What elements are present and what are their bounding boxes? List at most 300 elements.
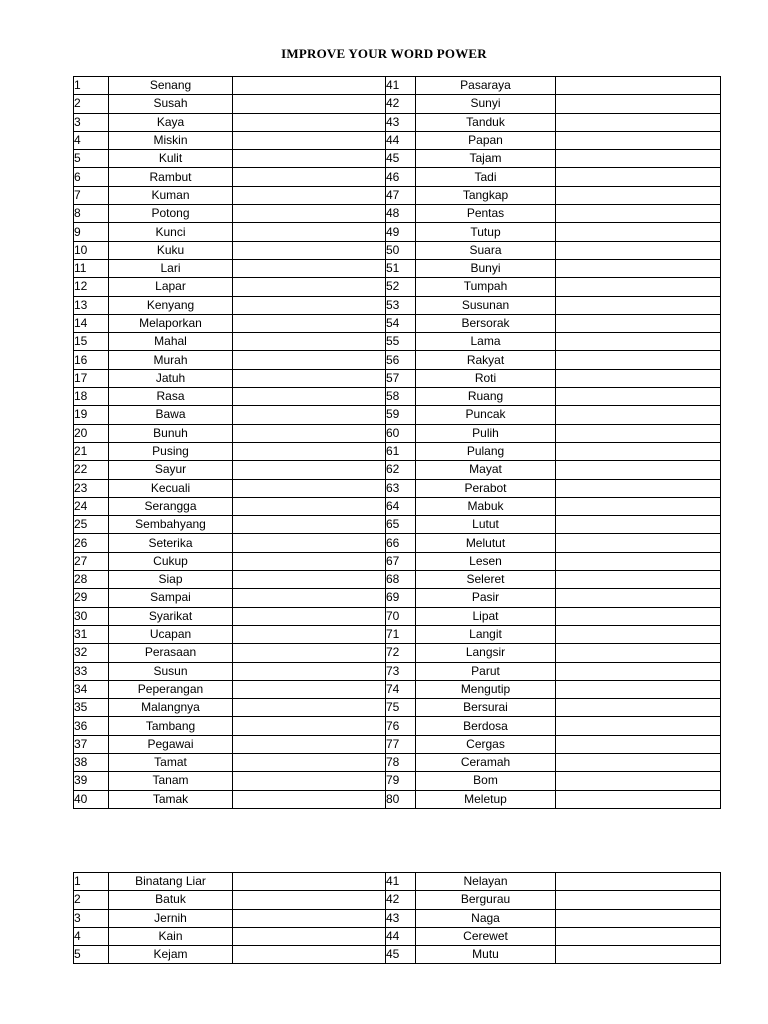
answer-cell [233, 406, 386, 424]
word-cell: Malangnya [109, 699, 233, 717]
word-cell: Batuk [109, 891, 233, 909]
word-cell: Binatang Liar [109, 873, 233, 891]
table-row [74, 77, 721, 95]
answer-cell [556, 644, 721, 662]
word-cell: Ruang [416, 388, 556, 406]
word-cell: Sembahyang [109, 516, 233, 534]
row-number: 13 [74, 296, 109, 314]
row-number: 36 [74, 717, 109, 735]
row-number: 59 [386, 406, 416, 424]
word-cell: Pulih [416, 424, 556, 442]
table-row [74, 406, 721, 424]
answer-cell [233, 644, 386, 662]
answer-cell [233, 388, 386, 406]
word-cell: Pasir [416, 589, 556, 607]
table-row [74, 186, 721, 204]
answer-cell [556, 406, 721, 424]
word-cell: Melutut [416, 534, 556, 552]
word-cell: Lutut [416, 516, 556, 534]
answer-cell [556, 790, 721, 808]
answer-cell [233, 571, 386, 589]
row-number: 67 [386, 552, 416, 570]
answer-cell [556, 607, 721, 625]
word-cell: Tanam [109, 772, 233, 790]
table-row [74, 873, 721, 891]
word-cell: Puncak [416, 406, 556, 424]
row-number: 20 [74, 424, 109, 442]
word-cell: Susunan [416, 296, 556, 314]
row-number: 17 [74, 369, 109, 387]
word-cell: Cergas [416, 735, 556, 753]
answer-cell [233, 607, 386, 625]
answer-cell [233, 333, 386, 351]
row-number: 46 [386, 168, 416, 186]
answer-cell [233, 461, 386, 479]
answer-cell [233, 552, 386, 570]
answer-cell [233, 873, 386, 891]
word-cell: Susun [109, 662, 233, 680]
answer-cell [556, 113, 721, 131]
answer-cell [556, 259, 721, 277]
row-number: 22 [74, 461, 109, 479]
word-cell: Pusing [109, 442, 233, 460]
table-row [74, 479, 721, 497]
word-cell: Serangga [109, 497, 233, 515]
word-cell: Kulit [109, 150, 233, 168]
row-number: 44 [386, 131, 416, 149]
row-number: 75 [386, 699, 416, 717]
row-number: 58 [386, 388, 416, 406]
answer-cell [556, 753, 721, 771]
row-number: 55 [386, 333, 416, 351]
word-cell: Perasaan [109, 644, 233, 662]
answer-cell [233, 891, 386, 909]
row-number: 41 [386, 77, 416, 95]
word-cell: Bergurau [416, 891, 556, 909]
word-cell: Melaporkan [109, 314, 233, 332]
word-cell: Rambut [109, 168, 233, 186]
word-cell: Kuku [109, 241, 233, 259]
row-number: 60 [386, 424, 416, 442]
row-number: 68 [386, 571, 416, 589]
table-row [74, 351, 721, 369]
row-number: 3 [74, 113, 109, 131]
answer-cell [233, 753, 386, 771]
answer-cell [556, 442, 721, 460]
answer-cell [233, 369, 386, 387]
word-cell: Rasa [109, 388, 233, 406]
answer-cell [556, 388, 721, 406]
table-row [74, 223, 721, 241]
row-number: 26 [74, 534, 109, 552]
answer-cell [233, 150, 386, 168]
word-cell: Bersorak [416, 314, 556, 332]
word-cell: Mayat [416, 461, 556, 479]
word-cell: Potong [109, 205, 233, 223]
table-row [74, 571, 721, 589]
table-row [74, 909, 721, 927]
row-number: 40 [74, 790, 109, 808]
word-cell: Pentas [416, 205, 556, 223]
answer-cell [556, 891, 721, 909]
word-cell: Ucapan [109, 625, 233, 643]
answer-cell [233, 516, 386, 534]
word-cell: Lapar [109, 278, 233, 296]
table-row [74, 717, 721, 735]
table-row [74, 131, 721, 149]
table-row [74, 680, 721, 698]
answer-cell [556, 909, 721, 927]
word-cell: Pulang [416, 442, 556, 460]
row-number: 21 [74, 442, 109, 460]
row-number: 18 [74, 388, 109, 406]
answer-cell [556, 662, 721, 680]
answer-cell [233, 497, 386, 515]
word-cell: Cerewet [416, 927, 556, 945]
answer-cell [233, 625, 386, 643]
word-table-2 [73, 872, 721, 964]
answer-cell [556, 168, 721, 186]
word-cell: Peperangan [109, 680, 233, 698]
row-number: 33 [74, 662, 109, 680]
answer-cell [233, 479, 386, 497]
word-cell: Sunyi [416, 95, 556, 113]
answer-cell [233, 589, 386, 607]
word-cell: Berdosa [416, 717, 556, 735]
row-number: 31 [74, 625, 109, 643]
row-number: 37 [74, 735, 109, 753]
answer-cell [556, 150, 721, 168]
word-cell: Susah [109, 95, 233, 113]
row-number: 30 [74, 607, 109, 625]
row-number: 65 [386, 516, 416, 534]
answer-cell [556, 589, 721, 607]
row-number: 16 [74, 351, 109, 369]
word-cell: Pasaraya [416, 77, 556, 95]
answer-cell [233, 351, 386, 369]
row-number: 32 [74, 644, 109, 662]
answer-cell [556, 717, 721, 735]
table-row [74, 205, 721, 223]
word-cell: Tangkap [416, 186, 556, 204]
row-number: 45 [386, 150, 416, 168]
answer-cell [556, 552, 721, 570]
answer-cell [556, 571, 721, 589]
table-row [74, 753, 721, 771]
table-row [74, 497, 721, 515]
word-cell: Kecuali [109, 479, 233, 497]
answer-cell [556, 296, 721, 314]
answer-cell [556, 680, 721, 698]
word-cell: Pegawai [109, 735, 233, 753]
row-number: 25 [74, 516, 109, 534]
answer-cell [556, 461, 721, 479]
row-number: 43 [386, 909, 416, 927]
row-number: 47 [386, 186, 416, 204]
word-cell: Ceramah [416, 753, 556, 771]
row-number: 4 [74, 927, 109, 945]
word-cell: Seleret [416, 571, 556, 589]
row-number: 4 [74, 131, 109, 149]
answer-cell [233, 662, 386, 680]
answer-cell [233, 717, 386, 735]
word-cell: Kain [109, 927, 233, 945]
row-number: 53 [386, 296, 416, 314]
word-cell: Bawa [109, 406, 233, 424]
answer-cell [233, 735, 386, 753]
answer-cell [556, 223, 721, 241]
word-cell: Siap [109, 571, 233, 589]
row-number: 29 [74, 589, 109, 607]
word-cell: Mutu [416, 946, 556, 964]
word-cell: Langsir [416, 644, 556, 662]
row-number: 28 [74, 571, 109, 589]
answer-cell [233, 278, 386, 296]
table-row [74, 95, 721, 113]
word-cell: Lama [416, 333, 556, 351]
answer-cell [556, 497, 721, 515]
table-row [74, 150, 721, 168]
word-cell: Naga [416, 909, 556, 927]
answer-cell [556, 699, 721, 717]
word-cell: Cukup [109, 552, 233, 570]
word-cell: Tanduk [416, 113, 556, 131]
row-number: 35 [74, 699, 109, 717]
answer-cell [233, 168, 386, 186]
row-number: 34 [74, 680, 109, 698]
row-number: 50 [386, 241, 416, 259]
answer-cell [233, 77, 386, 95]
row-number: 44 [386, 927, 416, 945]
page-title: IMPROVE YOUR WORD POWER [281, 46, 487, 61]
word-cell: Mengutip [416, 680, 556, 698]
answer-cell [233, 241, 386, 259]
table-row [74, 388, 721, 406]
word-cell: Roti [416, 369, 556, 387]
row-number: 1 [74, 873, 109, 891]
table-row [74, 534, 721, 552]
answer-cell [233, 927, 386, 945]
row-number: 6 [74, 168, 109, 186]
answer-cell [556, 95, 721, 113]
word-cell: Nelayan [416, 873, 556, 891]
answer-cell [233, 424, 386, 442]
table-row [74, 296, 721, 314]
row-number: 51 [386, 259, 416, 277]
row-number: 70 [386, 607, 416, 625]
table-row [74, 168, 721, 186]
word-cell: Tamat [109, 753, 233, 771]
answer-cell [556, 479, 721, 497]
answer-cell [556, 314, 721, 332]
answer-cell [233, 772, 386, 790]
row-number: 77 [386, 735, 416, 753]
table-row [74, 424, 721, 442]
table-row [74, 552, 721, 570]
row-number: 43 [386, 113, 416, 131]
word-cell: Lesen [416, 552, 556, 570]
row-number: 39 [74, 772, 109, 790]
answer-cell [233, 205, 386, 223]
word-cell: Tumpah [416, 278, 556, 296]
table-row [74, 735, 721, 753]
row-number: 56 [386, 351, 416, 369]
row-number: 52 [386, 278, 416, 296]
answer-cell [233, 113, 386, 131]
word-table-1 [73, 76, 721, 809]
answer-cell [556, 351, 721, 369]
row-number: 41 [386, 873, 416, 891]
answer-cell [233, 680, 386, 698]
answer-cell [233, 95, 386, 113]
table-row [74, 927, 721, 945]
word-cell: Tamak [109, 790, 233, 808]
word-cell: Suara [416, 241, 556, 259]
answer-cell [233, 259, 386, 277]
table-row [74, 461, 721, 479]
word-cell: Tajam [416, 150, 556, 168]
answer-cell [556, 946, 721, 964]
answer-cell [233, 314, 386, 332]
answer-cell [556, 927, 721, 945]
table-row [74, 314, 721, 332]
table-row [74, 644, 721, 662]
word-cell: Sayur [109, 461, 233, 479]
word-cell: Kunci [109, 223, 233, 241]
row-number: 76 [386, 717, 416, 735]
row-number: 27 [74, 552, 109, 570]
answer-cell [556, 278, 721, 296]
answer-cell [233, 186, 386, 204]
table-row [74, 113, 721, 131]
row-number: 2 [74, 891, 109, 909]
word-cell: Syarikat [109, 607, 233, 625]
row-number: 19 [74, 406, 109, 424]
word-cell: Jatuh [109, 369, 233, 387]
word-cell: Kejam [109, 946, 233, 964]
row-number: 15 [74, 333, 109, 351]
table-row [74, 662, 721, 680]
table-row [74, 589, 721, 607]
row-number: 48 [386, 205, 416, 223]
word-cell: Bom [416, 772, 556, 790]
row-number: 14 [74, 314, 109, 332]
row-number: 9 [74, 223, 109, 241]
answer-cell [556, 77, 721, 95]
word-cell: Kaya [109, 113, 233, 131]
answer-cell [556, 516, 721, 534]
word-cell: Perabot [416, 479, 556, 497]
answer-cell [233, 946, 386, 964]
word-cell: Mahal [109, 333, 233, 351]
row-number: 3 [74, 909, 109, 927]
word-cell: Kuman [109, 186, 233, 204]
word-cell: Rakyat [416, 351, 556, 369]
row-number: 12 [74, 278, 109, 296]
row-number: 71 [386, 625, 416, 643]
row-number: 7 [74, 186, 109, 204]
answer-cell [556, 369, 721, 387]
table-row [74, 333, 721, 351]
answer-cell [556, 772, 721, 790]
row-number: 2 [74, 95, 109, 113]
table-row [74, 625, 721, 643]
word-cell: Lari [109, 259, 233, 277]
answer-cell [233, 442, 386, 460]
word-cell: Kenyang [109, 296, 233, 314]
answer-cell [233, 223, 386, 241]
word-cell: Tadi [416, 168, 556, 186]
row-number: 42 [386, 891, 416, 909]
table-row [74, 442, 721, 460]
table-row [74, 241, 721, 259]
word-cell: Senang [109, 77, 233, 95]
answer-cell [556, 424, 721, 442]
row-number: 38 [74, 753, 109, 771]
answer-cell [556, 625, 721, 643]
table-row [74, 772, 721, 790]
answer-cell [233, 534, 386, 552]
word-cell: Meletup [416, 790, 556, 808]
row-number: 72 [386, 644, 416, 662]
answer-cell [556, 735, 721, 753]
answer-cell [233, 790, 386, 808]
table-row [74, 259, 721, 277]
row-number: 57 [386, 369, 416, 387]
answer-cell [556, 186, 721, 204]
table-row [74, 516, 721, 534]
answer-cell [556, 534, 721, 552]
answer-cell [233, 296, 386, 314]
row-number: 10 [74, 241, 109, 259]
word-cell: Sampai [109, 589, 233, 607]
table-row [74, 891, 721, 909]
row-number: 74 [386, 680, 416, 698]
answer-cell [233, 131, 386, 149]
word-cell: Bunyi [416, 259, 556, 277]
row-number: 5 [74, 946, 109, 964]
answer-cell [556, 333, 721, 351]
word-cell: Tutup [416, 223, 556, 241]
row-number: 69 [386, 589, 416, 607]
row-number: 64 [386, 497, 416, 515]
word-cell: Miskin [109, 131, 233, 149]
answer-cell [233, 909, 386, 927]
row-number: 61 [386, 442, 416, 460]
row-number: 42 [386, 95, 416, 113]
answer-cell [556, 131, 721, 149]
word-cell: Murah [109, 351, 233, 369]
word-cell: Mabuk [416, 497, 556, 515]
row-number: 63 [386, 479, 416, 497]
table-row [74, 369, 721, 387]
word-cell: Jernih [109, 909, 233, 927]
row-number: 11 [74, 259, 109, 277]
answer-cell [233, 699, 386, 717]
answer-cell [556, 205, 721, 223]
table-row [74, 699, 721, 717]
row-number: 23 [74, 479, 109, 497]
row-number: 78 [386, 753, 416, 771]
row-number: 49 [386, 223, 416, 241]
word-cell: Seterika [109, 534, 233, 552]
answer-cell [556, 873, 721, 891]
word-cell: Papan [416, 131, 556, 149]
row-number: 79 [386, 772, 416, 790]
word-cell: Bunuh [109, 424, 233, 442]
word-cell: Parut [416, 662, 556, 680]
table-row [74, 278, 721, 296]
